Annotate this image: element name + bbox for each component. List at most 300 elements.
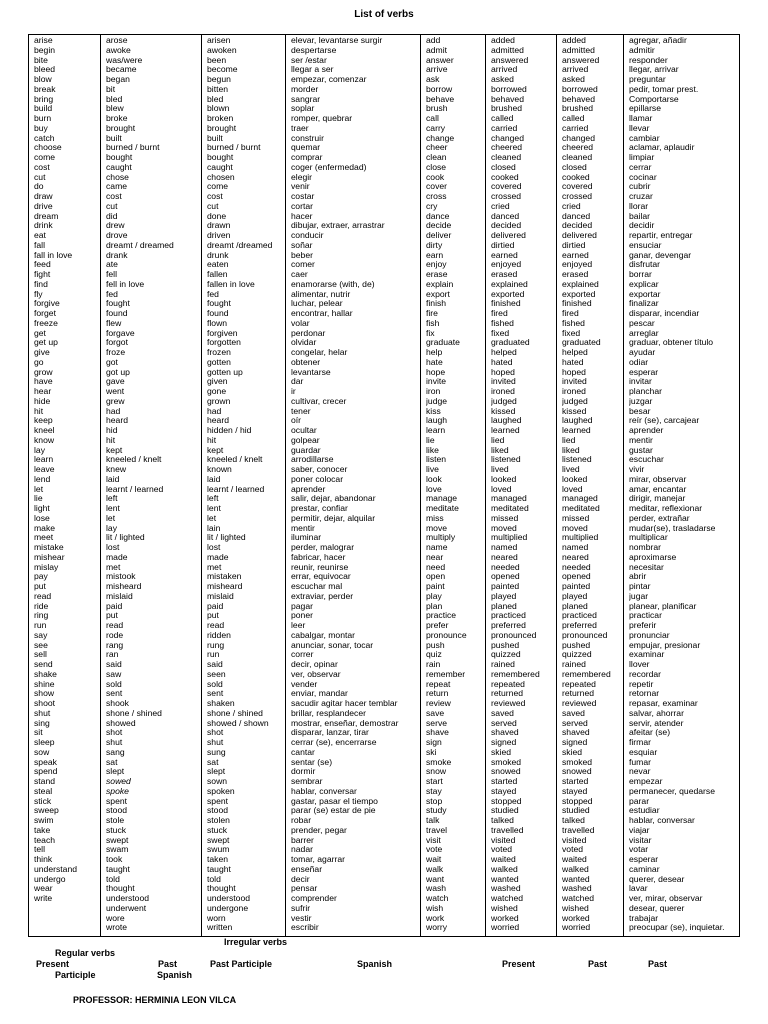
verb-cell: smoked [491,757,522,767]
verb-cell: mislaid [106,591,133,601]
verb-cell: help [426,348,443,357]
verb-cell: preguntar [629,75,666,84]
verb-cell: leer [291,621,306,630]
verb-cell: stuck [207,825,228,835]
verb-cell: fired [491,309,508,318]
verb-cell: neared [491,552,518,562]
present-label-right: Present [502,959,536,969]
verb-cell: pintar [629,582,651,591]
verb-cell: send [34,660,53,669]
verb-cell: saved [491,708,514,718]
verb-cell: saber, conocer [291,465,348,474]
verb-cell: want [426,874,445,884]
verb-cell: meditated [562,504,600,513]
verb-cell: walk [426,864,444,874]
verb-cell: changed [491,133,524,143]
verb-cell: drawn [207,221,231,231]
verb-cell: visitar [629,835,652,845]
verb-cell: sufrir [291,903,311,913]
verb-cell: drew [106,221,125,231]
verb-cell: understood [106,894,150,903]
verb-cell: eat [34,231,46,240]
verb-cell: knew [106,465,127,474]
verb-cell: travel [426,825,448,835]
verb-cell: build [34,104,53,114]
verb-cell: kiss [426,406,441,416]
verb-cell: answered [562,55,600,65]
verb-cell: arrived [562,65,589,75]
verb-cell: bite [34,55,48,65]
verb-cell: said [106,660,122,669]
verb-cell: laughed [562,416,593,426]
verb-cell: been [207,55,227,65]
verb-cell: sent [106,689,123,699]
verb-cell: vote [426,845,443,855]
verb-cell: kept [207,445,224,455]
verb-cell: responder [629,55,668,65]
verb-cell: sowed [106,777,131,786]
verb-cell: wash [426,884,447,894]
verb-cell: needed [562,562,591,572]
verb-cell: undergone [207,903,249,913]
verb-cell: empujar, presionar [629,640,701,650]
verb-cell: kneel [34,426,55,435]
verb-cell: soplar [291,104,315,114]
verb-cell: open [426,572,446,582]
verb-cell: mentir [629,435,653,445]
verb-cell: waited [562,855,587,864]
verb-cell: ate [106,260,118,270]
verb-cell: bought [106,153,133,162]
verb-cell: behaved [491,94,524,104]
verb-cell: sat [207,757,219,767]
verb-cell: learnt / learned [106,484,164,494]
verb-cell: like [426,445,439,455]
verb-cell: shut [106,738,123,747]
verb-cell: steal [34,786,53,796]
verb-cell: let [106,513,116,523]
verb-cell: elegir [291,172,313,182]
verb-cell: began [106,75,130,84]
verb-cell: walked [491,864,518,874]
verb-cell: brillar, resplandecer [291,708,366,718]
verb-cell: listened [562,455,592,465]
verb-cell: exported [491,289,525,299]
verb-cell: did [106,211,118,221]
verb-cell: hope [426,367,446,377]
verb-cell: graduate [426,338,460,348]
verb-cell: dirtied [562,240,586,250]
verb-cell: aprender [629,426,664,435]
verb-cell: hablar, conversar [291,786,357,796]
verb-cell: kept [106,445,123,455]
verb-cell: chose [106,172,129,182]
column-irregular-present [29,35,100,936]
column-regular-past [485,35,556,936]
verb-cell: tener [291,406,311,416]
verb-cell: smoked [562,757,593,767]
verb-cell: signed [562,738,588,747]
verb-cell: meditar, reflexionar [629,504,703,513]
verb-cell: said [207,660,223,669]
verb-cell: disfrutar [629,260,661,270]
verb-cell: brought [106,123,136,133]
verb-cell: sold [207,679,223,689]
verb-cell: ver, mirar, observar [629,894,703,903]
verb-cell: liked [491,445,509,455]
verb-cell: brushed [491,104,523,114]
verb-cell: invited [491,377,516,387]
verb-cell: had [106,406,121,416]
verb-cell: stick [34,796,52,806]
verb-cell: wished [562,903,589,913]
verb-cell: misheard [106,582,142,591]
verb-cell: wrote [106,923,128,933]
verb-cell: cost [207,192,223,201]
verb-cell: hid [106,426,118,435]
verb-cell: worn [207,913,226,923]
verb-cell: sat [106,757,118,767]
verb-cell: conducir [291,231,324,240]
verb-cell: hoped [491,367,515,377]
verb-cell: learnt / learned [207,484,265,494]
verb-cell: shake [34,669,57,679]
verb-table [28,34,740,937]
verb-cell: rained [562,660,586,669]
verb-cell: graduated [562,338,601,348]
verb-cell: correr [291,650,314,660]
verb-cell: stopped [491,796,522,806]
verb-cell: anunciar, sonar, tocar [291,640,374,650]
verb-cell: miss [426,513,444,523]
verb-cell: think [34,855,53,864]
verb-cell: carry [426,123,446,133]
verb-cell: jugar [629,591,649,601]
verb-cell: fire [426,309,438,318]
verb-cell: judge [426,396,448,406]
verb-cell: lie [426,435,435,445]
verb-cell: multiplied [491,533,528,543]
verb-cell: vestir [291,913,312,923]
verb-cell: enjoyed [491,260,522,270]
verb-cell: push [426,640,445,650]
verb-cell: costar [291,192,315,201]
verb-cell: work [426,913,445,923]
verb-cell: met [106,562,121,572]
verb-cell: swept [106,835,129,845]
verb-cell: let [34,484,44,494]
verb-cell: fly [34,289,43,299]
verb-cell: catch [34,133,55,143]
verb-cell: finished [491,299,521,309]
verb-cell: stand [34,777,56,786]
verb-cell: studied [562,806,590,816]
verb-cell: make [34,523,56,533]
verb-cell: drove [106,231,128,240]
verb-cell: looked [562,474,588,484]
verb-cell: served [491,718,517,728]
verb-cell: cost [106,192,122,201]
verb-cell: became [106,65,137,75]
verb-cell: drive [34,201,53,211]
verb-cell: sleep [34,738,55,747]
verb-cell: fallen [207,270,228,279]
verb-cell: travelled [562,825,595,835]
verb-cell: borrowed [491,84,527,94]
verb-cell: put [34,582,46,591]
verb-cell: paid [106,601,123,611]
verb-cell: perder, extrañar [629,513,690,523]
verb-cell: speak [34,757,57,767]
verb-cell: slept [207,767,226,777]
verb-cell: tell [34,845,45,855]
verb-cell: caminar [629,864,660,874]
verb-cell: blow [34,75,52,84]
verb-cell: quizzed [562,650,592,660]
verb-cell: signed [491,738,517,747]
verb-cell: danced [562,211,591,221]
verb-cell: wish [426,903,444,913]
column-regular-spanish [623,35,741,936]
verb-cell: blew [106,104,124,114]
verb-cell: brought [207,123,237,133]
verb-cell: examinar [629,650,665,660]
verb-cell: sweep [34,806,59,816]
verb-cell: teach [34,835,56,845]
verb-cell: learned [562,426,591,435]
past-label-right-1: Past [588,959,608,969]
verb-cell: sell [34,650,47,660]
verb-cell: got [106,357,118,367]
verb-cell: spent [106,796,128,806]
irregular-verbs-label: Irregular verbs [224,937,288,947]
verb-cell: earned [562,250,589,260]
verb-cell: agregar, añadir [629,36,687,45]
verb-cell: sung [207,747,226,757]
verb-cell: pay [34,572,48,582]
verb-cell: prefer [426,621,449,630]
verb-cell: sent [207,689,224,699]
verb-cell: borrow [426,84,453,94]
verb-cell: congelar, helar [291,348,348,357]
verb-cell: judged [491,396,517,406]
verb-cell: ganar, devengar [629,250,692,260]
verb-cell: fall [34,240,45,250]
verb-cell: found [106,309,128,318]
verb-cell: walked [562,864,589,874]
verb-cell: llevar [629,123,650,133]
verb-cell: obtener [291,357,321,367]
verb-cell: visited [491,835,516,845]
verb-cell: cheered [562,143,594,153]
verb-cell: taught [207,864,231,874]
verb-cell: swam [106,845,129,855]
verb-cell: exported [562,289,596,299]
verb-cell: sing [34,718,50,728]
verb-cell: answer [426,55,454,65]
verb-cell: shaken [207,699,235,708]
verb-cell: made [106,552,128,562]
verb-cell: repeat [426,679,451,689]
verb-cell: lay [34,445,45,455]
verb-cell: nadar [291,845,313,855]
verb-cell: mistaken [207,572,242,582]
verb-cell: came [106,182,128,192]
verb-cell: visit [426,835,441,845]
verb-cell: close [426,162,447,172]
verb-cell: cried [491,201,510,211]
verb-cell: washed [562,884,592,894]
column-irregular-participle [201,35,285,936]
verb-cell: permitir, dejar, alquilar [291,513,376,523]
verb-cell: ironed [562,387,586,396]
verb-cell: borrar [629,270,652,279]
verb-cell: played [491,591,517,601]
verb-cell: mishear [34,552,65,562]
verb-cell: decided [562,221,593,231]
verb-cell: become [207,65,238,75]
verb-cell: buy [34,123,48,133]
verb-cell: elevar, levantarse surgir [291,36,383,45]
verb-cell: talk [426,816,440,825]
verb-cell: arreglar [629,328,659,338]
verb-cell: choose [34,143,62,153]
verb-cell: decidir [629,221,655,231]
verb-cell: planed [491,601,517,611]
verb-cell: earn [426,250,444,260]
verb-cell: skied [491,747,512,757]
verb-cell: chosen [207,172,235,182]
verb-cell: cheered [491,143,523,153]
verb-cell: watched [491,894,524,903]
verb-cell: quemar [291,143,321,153]
verb-cell: returned [562,689,595,699]
verb-cell: fall in love [34,250,73,260]
verb-cell: painted [491,582,520,591]
verb-cell: pronounced [562,630,608,640]
verb-cell: cantar [291,747,315,757]
verb-cell: escribir [291,923,319,933]
verb-cell: frozen [207,348,231,357]
verb-cell: bring [34,94,54,104]
verb-cell: fumar [629,757,651,767]
verb-cell: ask [426,75,440,84]
verb-cell: enamorarse (with, de) [291,279,375,289]
verb-cell: gastar, pasar el tiempo [291,796,378,806]
verb-cell: hate [426,357,443,367]
verb-cell: pagar [291,601,313,611]
verb-cell: go [34,357,44,367]
verb-cell: ocultar [291,426,317,435]
verb-cell: missed [491,513,519,523]
column-regular-present [420,35,485,936]
verb-cell: tomar, agarrar [291,855,345,864]
verb-cell: find [34,279,48,289]
verb-cell: went [106,387,125,396]
verb-cell: talked [562,816,585,825]
verb-cell: ride [34,601,49,611]
verb-cell: finished [562,299,592,309]
verb-cell: bleed [34,65,56,75]
verb-cell: construir [291,133,324,143]
verb-cell: wanted [562,874,590,884]
verb-cell: hit [207,435,217,445]
verb-cell: finish [426,299,447,309]
verb-cell: flew [106,318,122,328]
verb-cell: sign [426,738,442,747]
column-irregular-spanish [285,35,420,936]
verb-cell: shoot [34,699,56,708]
verb-cell: multiplied [562,533,599,543]
verb-cell: dirtied [491,240,515,250]
verb-cell: named [491,543,518,552]
verb-cell: gustar [629,445,653,455]
verb-cell: worried [491,923,520,933]
verb-cell: bailar [629,211,651,221]
verb-cell: forgive [34,299,60,309]
verb-cell: awoken [207,45,237,55]
verb-cell: lay [106,523,117,533]
verb-cell: abrir [629,572,647,582]
verb-cell: shone / shined [106,708,162,718]
verb-cell: sembrar [291,777,323,786]
verb-cell: kissed [491,406,516,416]
verb-cell: romper, quebrar [291,114,353,123]
verb-cell: fight [34,270,51,279]
verb-cell: admitir [629,45,655,55]
verb-cell: return [426,689,449,699]
verb-cell: need [426,562,446,572]
verb-cell: say [34,630,48,640]
verb-cell: stood [207,806,229,816]
verb-cell: study [426,806,447,816]
verb-cell: recordar [629,669,661,679]
verb-cell: show [34,689,55,699]
verb-cell: hacer [291,211,313,221]
verb-cell: see [34,640,48,650]
verb-cell: come [34,153,56,162]
verb-cell: watched [562,894,595,903]
verb-cell: sentar (se) [291,757,333,767]
verb-cell: saw [106,669,122,679]
verb-cell: told [207,874,221,884]
verb-cell: brushed [562,104,594,114]
verb-cell: prestar, confiar [291,504,348,513]
verb-cell: llorar [629,201,649,211]
verb-cell: rang [106,640,124,650]
verb-cell: had [207,406,222,416]
verb-cell: break [34,84,56,94]
verb-cell: showed / shown [207,718,269,728]
verb-cell: understand [34,864,78,874]
verb-cell: rung [207,640,225,650]
verb-cell: took [106,855,123,864]
verb-cell: run [34,621,47,630]
verb-cell: hated [491,357,513,367]
verb-cell: returned [491,689,524,699]
verb-cell: afeitar (se) [629,728,671,738]
verb-cell: repasar, examinar [629,699,698,708]
verb-cell: fished [491,318,514,328]
verb-cell: cook [426,172,445,182]
verb-cell: luchar, pelear [291,299,343,309]
verb-cell: disparar, lanzar, tirar [291,728,369,738]
verb-cell: taught [106,864,130,874]
verb-cell: pedir, tomar prest. [629,84,699,94]
verb-cell: read [106,621,124,630]
verb-cell: opened [562,572,591,582]
verb-cell: invited [562,377,587,387]
